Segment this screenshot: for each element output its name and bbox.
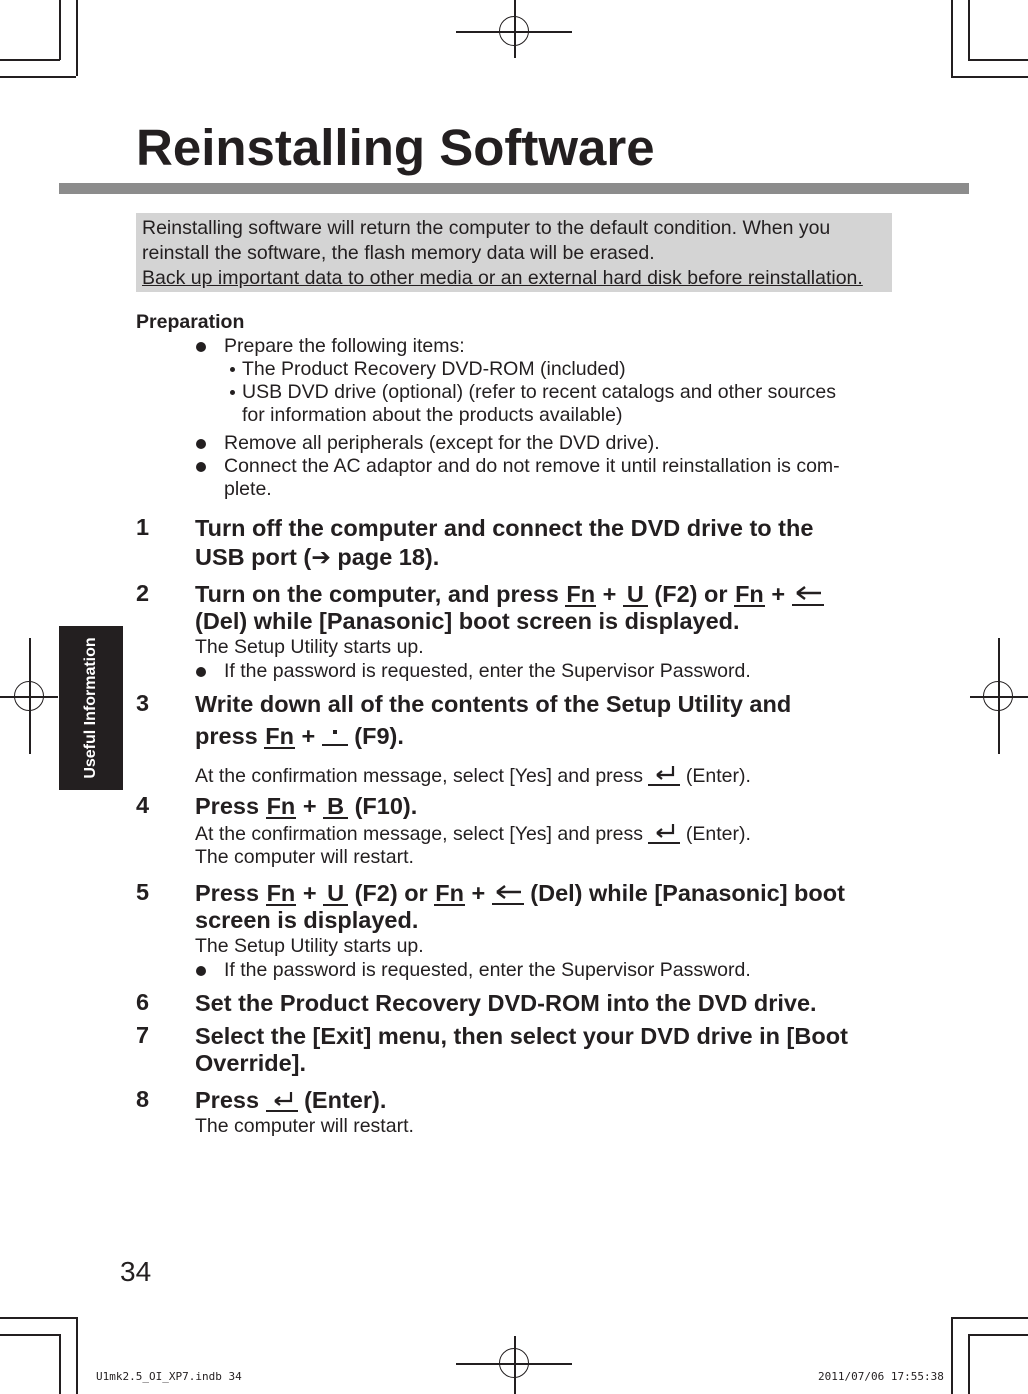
step-5-text <box>195 879 845 934</box>
bullet-icon <box>196 966 206 976</box>
enter-key-icon <box>266 1088 298 1112</box>
side-tab <box>59 626 123 790</box>
step-line: screen is displayed. <box>195 907 419 933</box>
bullet-icon <box>196 342 206 352</box>
sub-bullet-icon <box>230 390 235 395</box>
step-1-text <box>195 514 813 571</box>
step-number: 4 <box>136 792 150 818</box>
preparation-heading: Preparation <box>136 311 245 333</box>
step-line: USB port (➔ page 18). <box>195 544 440 570</box>
sub-bullet-icon <box>230 367 235 372</box>
step-body: At the confirmation message, select [Yes] and press (Enter). <box>195 820 751 847</box>
fn-key: Fn <box>265 723 294 749</box>
fn-key: Fn <box>266 880 296 906</box>
step-7-text <box>195 1022 848 1077</box>
step-number: 7 <box>136 1022 150 1048</box>
step-line: Write down all of the contents of the Setup Utility and <box>195 691 792 717</box>
prep-item-continued: plete. <box>224 478 272 500</box>
bullet-icon <box>196 667 206 677</box>
backspace-arrow-icon <box>492 881 524 905</box>
u-key: U <box>623 583 648 607</box>
step-body: The computer will restart. <box>195 1115 414 1137</box>
step-number: 1 <box>136 514 150 540</box>
step-4-text: Press Fn + B (F10). <box>195 793 418 819</box>
step-3-text <box>195 690 791 750</box>
step-line: press Fn + (F9). <box>195 723 404 749</box>
step-body: At the confirmation message, select [Yes] and press (Enter). <box>195 762 751 789</box>
prep-item: Connect the AC adaptor and do not remove it until reinstallation is com- <box>224 455 840 477</box>
arrow-right-icon: ➔ <box>311 544 331 570</box>
b-key: B <box>323 795 348 819</box>
step-line: Select the [Exit] menu, then select your DVD drive in [Boot <box>195 1023 848 1049</box>
step-2-text <box>195 580 824 635</box>
bullet-icon <box>196 462 206 472</box>
dot-key-icon <box>322 724 348 746</box>
prep-item: Remove all peripherals (except for the DVD drive). <box>224 432 660 454</box>
step-number: 6 <box>136 989 150 1015</box>
backspace-arrow-icon <box>792 582 824 606</box>
step-line: Press Fn + U (F2) or Fn + (Del) while [Panasonic] boot <box>195 880 845 906</box>
step-number: 5 <box>136 879 150 905</box>
enter-key-icon <box>648 762 680 786</box>
step-body: The Setup Utility starts up. <box>195 935 424 957</box>
footer-file-info: U1mk2.5_OI_XP7.indb 34 <box>96 1370 242 1383</box>
step-line: Override]. <box>195 1050 307 1076</box>
footer-timestamp: 2011/07/06 17:55:38 <box>818 1370 944 1383</box>
step-body: The computer will restart. <box>195 846 414 868</box>
title-rule <box>59 183 969 194</box>
prep-subitem-continued: for information about the products available) <box>242 404 623 426</box>
step-body: The Setup Utility starts up. <box>195 636 424 658</box>
fn-key: Fn <box>566 581 596 607</box>
step-bullet: If the password is requested, enter the Supervisor Password. <box>224 660 751 682</box>
fn-key: Fn <box>735 581 764 607</box>
step-bullet: If the password is requested, enter the Supervisor Password. <box>224 959 751 981</box>
prep-subitem: The Product Recovery DVD-ROM (included) <box>242 358 626 380</box>
u-key: U <box>323 882 348 906</box>
prep-subitem: USB DVD drive (optional) (refer to recent catalogs and other sources <box>242 381 836 403</box>
step-number: 2 <box>136 580 150 606</box>
step-number: 8 <box>136 1086 150 1112</box>
note-line: reinstall the software, the flash memory data will be erased. <box>142 242 655 264</box>
step-line: Turn on the computer, and press Fn + U (F2) or Fn + <box>195 580 824 608</box>
enter-key-icon <box>648 820 680 844</box>
note-line: Reinstalling software will return the computer to the default condition. When you <box>142 217 831 239</box>
page-title: Reinstalling Software <box>136 119 655 176</box>
step-line: Turn off the computer and connect the DVD drive to the <box>195 515 814 541</box>
note-underlined-line: Back up important data to other media or an external hard disk before reinstallation. <box>142 267 863 289</box>
side-tab-label: Useful Information <box>82 637 99 779</box>
step-6-text: Set the Product Recovery DVD-ROM into the DVD drive. <box>195 990 817 1016</box>
page-number: 34 <box>120 1256 152 1287</box>
step-8-text: Press (Enter). <box>195 1087 387 1113</box>
step-number: 3 <box>136 690 150 716</box>
fn-key: Fn <box>435 880 464 906</box>
fn-key: Fn <box>266 793 296 819</box>
prep-item: Prepare the following items: <box>224 335 465 357</box>
bullet-icon <box>196 439 206 449</box>
warning-note <box>136 213 892 292</box>
step-line: (Del) while [Panasonic] boot screen is displayed. <box>195 608 740 634</box>
